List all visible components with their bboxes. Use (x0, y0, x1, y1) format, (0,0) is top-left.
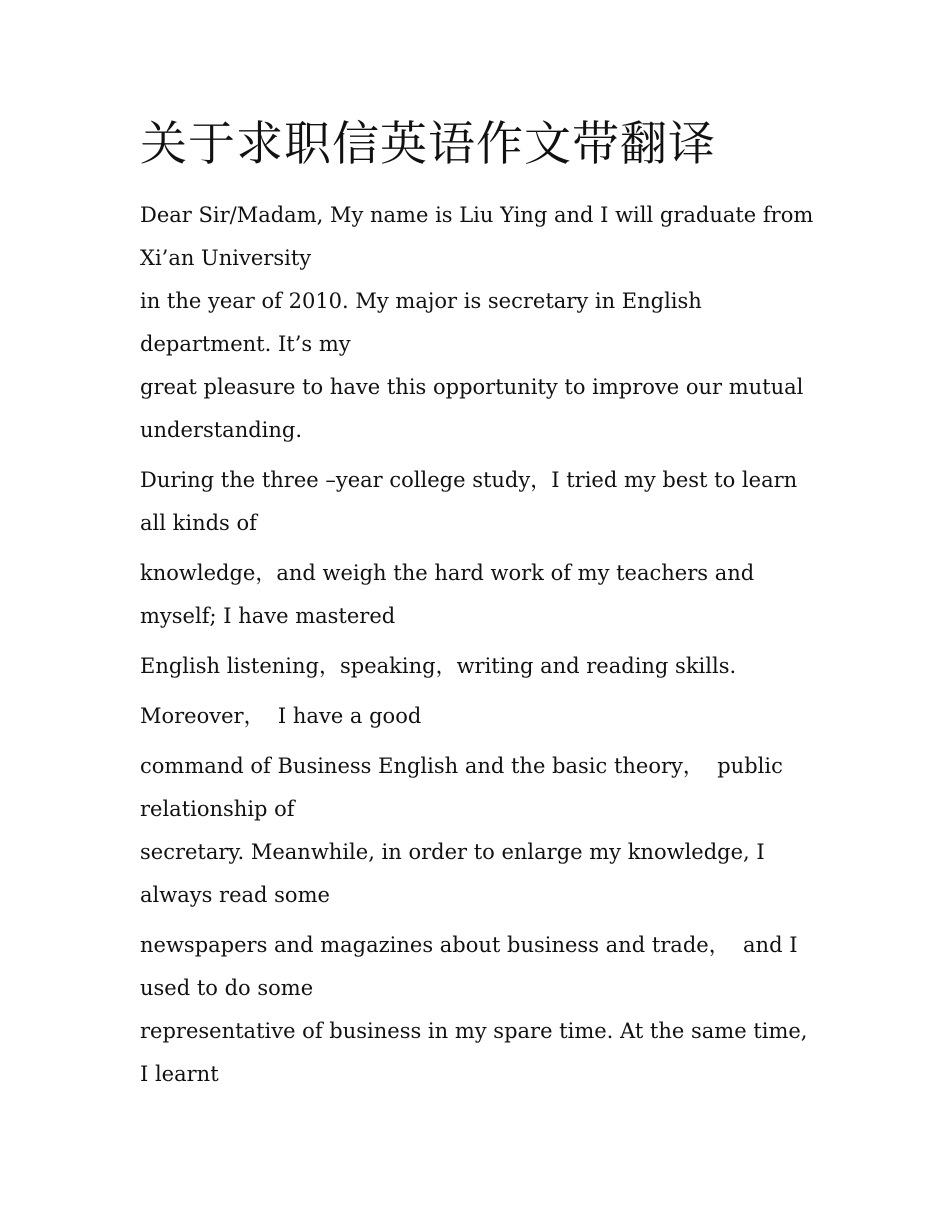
document-title: 关于求职信英语作文带翻译 (140, 117, 716, 172)
paragraph-line: Moreover， I have a good (140, 704, 422, 728)
paragraph-line: secretary. Meanwhile, in order to enlarge my knowledge, I always read some (140, 840, 772, 907)
paragraph-line: Dear Sir/Madam, My name is Liu Ying and I will graduate from Xi’an University (140, 203, 820, 270)
paragraph-line: knowledge，and weigh the hard work of my teachers and myself; I have mastered (140, 561, 761, 628)
paragraph-line: command of Business English and the basic theory， public relationship of (140, 754, 790, 821)
paragraph-line: English listening，speaking，writing and reading skills. (140, 654, 737, 678)
paragraph-line: During the three –year college study，I tried my best to learn all kinds of (140, 468, 804, 535)
paragraph-line: in the year of 2010. My major is secretary in English department. It’s my (140, 289, 709, 356)
paragraph-line: newspapers and magazines about business and trade， and I used to do some (140, 933, 805, 1000)
document-body (140, 112, 820, 1103)
paragraph-line: great pleasure to have this opportunity to improve our mutual understanding. (140, 375, 811, 442)
paragraph-line: representative of business in my spare time. At the same time, I learnt (140, 1019, 815, 1086)
